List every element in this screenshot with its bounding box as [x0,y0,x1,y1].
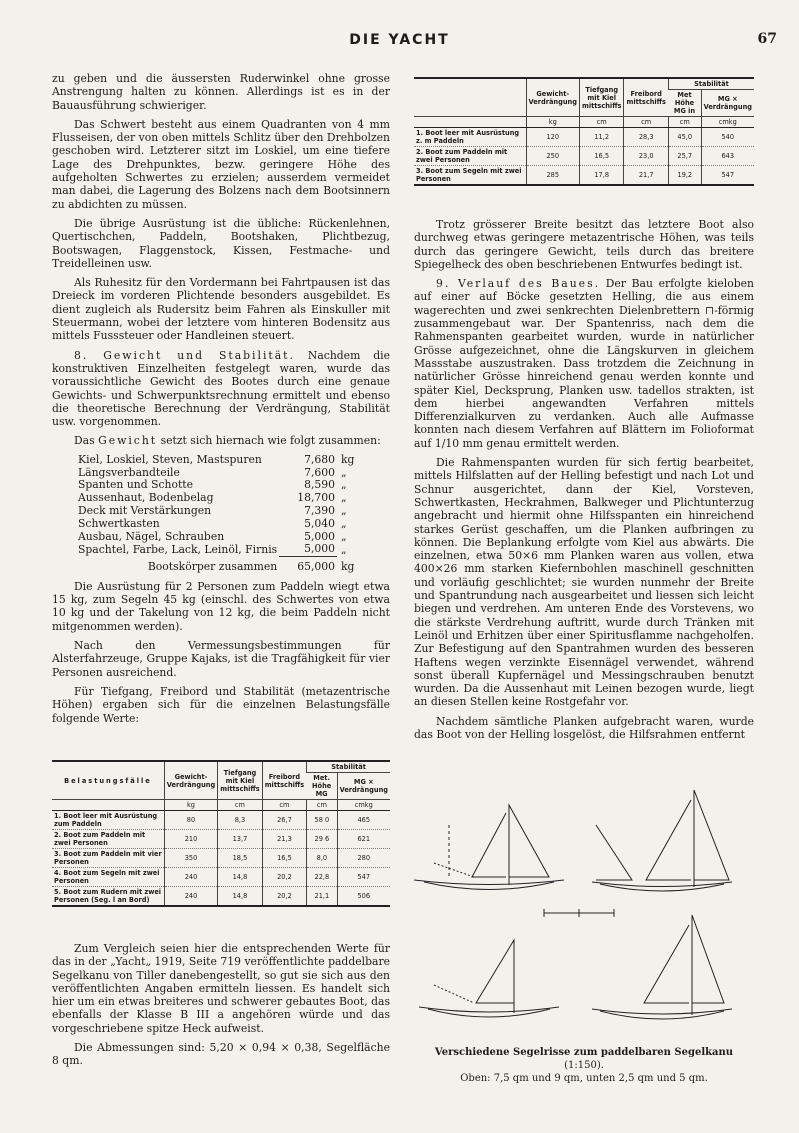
cell-frei: 20,2 [262,868,306,887]
cell-tief: 14,8 [218,868,262,887]
sail-plan-2-5 [419,940,559,1017]
weight-row [76,518,356,531]
unit-cell: kg [526,117,579,128]
col-header-mgv: MG × Verdrängung [337,773,390,800]
left-column-bottom [52,942,390,1074]
col-header-mgv: MG × Verdrängung [701,90,754,117]
paragraph-text: Nachdem die konstruktiven Einzelheiten festgelegt waren, wurde das voraussichtliche Gewicht des Bootes durch eine genaue Gewichts- und Schwerpunktsrechnung ermittelt und ebenso die theoretische Berechnung der Verdrängung, Stabilität usw. vorgenommen. [52,348,390,429]
figure-caption [414,1046,754,1085]
weight-total-row [76,557,356,574]
weight-row [76,543,356,556]
weight-unit: „ [341,529,347,543]
page-header [0,32,799,50]
weight-item: Schwertkasten [78,516,160,530]
cell-verdr: 210 [164,830,217,849]
paragraph: Nachdem sämtliche Planken aufgebracht waren, wurde das Boot von der Helling losgelöst, die Hilfsrahmen entfernt [414,714,754,741]
weight-total-unit: kg [341,559,355,573]
cell-mgv: 465 [337,811,390,830]
cell-mgv: 621 [337,830,390,849]
col-header-tief: Tiefgang mit Kiel mittschiffs [218,761,262,800]
sail-plan-figure [414,785,754,1085]
cell-frei: 21,3 [262,830,306,849]
col-header-stab: Stabilität [307,761,390,773]
cell-met: 29 6 [307,830,337,849]
unit-cell: cm [579,117,623,128]
unit-cell: cm [218,800,262,811]
weight-row [76,492,356,505]
caption-title-line [414,1046,754,1072]
col-header-case: Belastungsfälle [52,761,164,800]
unit-cell: cm [624,117,668,128]
weight-unit: kg [341,452,355,466]
weight-row [76,505,356,518]
weight-total-label: Bootskörper zusammen [147,559,278,573]
col-header-met: Met Höhe MG in [668,90,701,117]
paragraph: Das Schwert besteht aus einem Quadranten von 4 mm Flusseisen, der von oben mittels Schlitz über den Drehbolzen geschoben wird. Letzterer sitzt im Loskiel, um eine tiefere Lage des Drehpunktes, bezw. geringere Höhe des aufgeholten Schwertes zu erzielen; ausserdem vermeidet man dabei, die Lagerung des Bolzens nach dem Bootsinnern zu abdichten zu müssen. [52,117,390,211]
right-column [414,218,754,747]
cell-verdr: 285 [526,166,579,186]
stability-table-right [414,77,754,186]
paragraph: Als Ruhesitz für den Vordermann bei Fahrtpausen ist das Dreieck im vorderen Plichtende besonders ausgebildet. Es dient zugleich als Rudersitz beim Fahren als Einskuller mit Steuermann, wobei der letztere vom hinteren Bodensitz aus mittels Fusssteuer oder Handleinen steuert. [52,276,390,343]
cell-case: 1. Boot leer mit Ausrüstung zum Paddeln [52,811,164,830]
caption-scale: (1:150). [564,1060,604,1071]
page-number: 67 [757,31,777,47]
weight-value: 5,040 [304,516,335,530]
unit-cell [52,800,164,811]
sail-plan-drawings [414,785,754,1045]
paragraph: Die Ausrüstung für 2 Personen zum Paddeln wiegt etwa 15 kg, zum Segeln 45 kg (einschl. des Schwertes von etwa 10 kg und der Takelung von 12 kg, die beim Paddeln nicht mitgenommen werden). [52,579,390,633]
emphasis: Gewicht [98,434,158,448]
weight-value: 7,600 [304,465,335,479]
unit-cell: cm [262,800,306,811]
weight-value: 8,590 [304,478,335,492]
weight-unit: „ [341,503,347,517]
weight-unit: „ [341,491,347,505]
weight-item: Längsverbandteile [78,465,180,479]
cell-verdr: 240 [164,868,217,887]
cell-case: 3. Boot zum Segeln mit zwei Personen [414,166,526,186]
table-row [414,128,754,147]
weight-value: 7,390 [304,503,335,517]
cell-frei: 23,0 [624,147,668,166]
sail-plan-9 [592,790,732,891]
sail-plan-5 [592,915,732,1019]
cell-case: 3. Boot zum Paddeln mit vier Personen [52,849,164,868]
weight-item: Ausbau, Nägel, Schrauben [78,529,225,543]
paragraph: Trotz grösserer Breite besitzt das letztere Boot also durchweg etwas geringere metazentrische Höhen, was teils durch das geringere Gewicht, teils durch das breitere Spiegelheck des oben beschriebenen Entwurfes bedingt ist. [414,218,754,271]
text-fragment: setzt sich hiernach wie folgt zusammen: [157,434,381,448]
cell-frei: 16,5 [262,849,306,868]
weight-value: 18,700 [297,491,335,505]
paragraph: Zum Vergleich seien hier die entsprechenden Werte für das in der „Yacht„ 1919, Seite 719 veröffentlichte paddelbare Segelkanu von Tiller danebengestellt, so gut sie sich aus den veröffentlichten Angaben ermitteln liessen. Es handelt sich hier um ein etwas breiteres und schwerer gebautes Boot, das ebenfalls der Klasse B III a angehören würde und das vorgeschriebene spitze Heck aufweist. [52,942,390,1035]
cell-verdr: 250 [526,147,579,166]
cell-mgv: 280 [337,849,390,868]
cell-case: 4. Boot zum Segeln mit zwei Personen [52,868,164,887]
sail-plan-7-5 [414,805,564,890]
weight-value: 5,000 [304,542,335,556]
table-row [52,830,390,849]
left-column [52,72,390,731]
cell-case: 5. Boot zum Rudern mit zwei Personen (Seg. l an Bord) [52,887,164,907]
weight-unit: „ [341,516,347,530]
section-paragraph [52,349,390,429]
cell-tief: 8,3 [218,811,262,830]
weight-unit: „ [341,542,347,556]
unit-cell: cm [668,117,701,128]
text-fragment: Das [74,434,99,448]
weight-unit: „ [341,478,347,492]
cell-met: 25,7 [668,147,701,166]
cell-frei: 28,3 [624,128,668,147]
cell-tief: 16,5 [579,147,623,166]
col-header-met: Met. Höhe MG [307,773,337,800]
stability-table-left [52,760,390,907]
cell-tief: 13,7 [218,830,262,849]
weight-item: Spanten und Schotte [78,478,194,492]
cell-met: 21,1 [307,887,337,907]
scale-bar [544,909,614,917]
paragraph [52,434,390,447]
weight-item: Aussenhaut, Bodenbelag [78,491,214,505]
cell-tief: 18,5 [218,849,262,868]
unit-cell: kg [164,800,217,811]
table-row [52,868,390,887]
weight-item: Kiel, Loskiel, Steven, Mastspuren [78,452,262,466]
weight-row [76,454,356,467]
caption-title: Verschiedene Segelrisse zum paddelbaren Segelkanu [434,1047,734,1058]
weight-table [76,454,356,574]
cell-met: 45,0 [668,128,701,147]
table-row [414,166,754,186]
paragraph: Die Rahmenspanten wurden für sich fertig bearbeitet, mittels Hilfslatten auf der Helling befestigt und nach Lot und Schnur ausgerichtet, dann der Kiel, Vorsteven, Schwertkasten, Heckrahmen, Balkweger und Plichtunterzug angebracht und hiermit ohne Hilfsspanten ein hinreichend starkes Gerüst geschaffen, um die Planken aufbringen zu können. Die Beplankung erfolgte vom Kiel aus abwärts. Die einzelnen, etwa 50×6 mm Planken waren aus vollen, etwa 400×26 mm starken Kiefernbohlen maschinell geschnitten und vorläufig geschlichtet; sie wurden nunmehr der Breite und Spantrundung nach ausgearbeitet und liessen sich leicht biegen und verdrehen. Am unteren Ende des Vorstevens, wo die stärkste Verdrehung auftritt, wurde durch Tränken mit Leinöl und Erhitzen über einer Spiritusflamme nachgeholfen. Zur Befestigung auf den Spantrahmen wurden des besseren Haftens wegen verzinkte Eisennägel verwendet, während sonst überall Kupfernägel und Messingschrauben benutzt wurden. Da die Aussenhaut mit Leinen bezogen wurde, liegt an diesen Stellen keine Rostgefahr vor. [414,456,754,709]
cell-case: 2. Boot zum Paddeln mit zwei Personen [52,830,164,849]
cell-mgv: 540 [701,128,754,147]
weight-value: 7,680 [304,452,335,466]
weight-value: 5,000 [304,529,335,543]
section-paragraph [414,277,754,450]
cell-frei: 20,2 [262,887,306,907]
weight-unit: „ [341,465,347,479]
cell-frei: 21,7 [624,166,668,186]
data-table [414,77,754,186]
cell-met: 58 0 [307,811,337,830]
cell-met: 8,0 [307,849,337,868]
col-header-tief: Tiefgang mit Kiel mittschiffs [579,78,623,117]
unit-cell [414,117,526,128]
cell-frei: 26,7 [262,811,306,830]
cell-verdr: 120 [526,128,579,147]
section-heading: 9. Verlauf des Baues. [436,277,601,291]
paragraph: Die übrige Ausrüstung ist die übliche: Rückenlehnen, Quertischchen, Paddeln, Bootshaken, Plichtbezug, Bootswagen, Flaggenstock, Kissen, Festmache- und Treidelleinen usw. [52,216,390,270]
cell-case: 1. Boot leer mit Ausrüstung z. m Paddeln [414,128,526,147]
cell-verdr: 240 [164,887,217,907]
col-header-verdr: Gewicht-Verdrängung [526,78,579,117]
section-heading: 8. Gewicht und Stabilität. [74,348,295,362]
cell-tief: 14,8 [218,887,262,907]
paragraph: Nach den Vermessungsbestimmungen für Alsterfahrzeuge, Gruppe Kajaks, ist die Tragfähigkeit für vier Personen ausreichend. [52,639,390,679]
cell-verdr: 80 [164,811,217,830]
cell-mgv: 506 [337,887,390,907]
cell-verdr: 350 [164,849,217,868]
unit-cell: cm [307,800,337,811]
weight-item: Deck mit Verstärkungen [78,503,212,517]
col-header-case [414,78,526,117]
cell-met: 22,8 [307,868,337,887]
page-title: DIE YACHT [349,32,450,48]
cell-mgv: 547 [701,166,754,186]
cell-met: 19,2 [668,166,701,186]
unit-cell: cmkg [337,800,390,811]
table-row [52,811,390,830]
col-header-frei: Freibord mittschiffs [624,78,668,117]
cell-case: 2. Boot zum Paddeln mit zwei Personen [414,147,526,166]
cell-mgv: 547 [337,868,390,887]
cell-mgv: 643 [701,147,754,166]
table-row [52,887,390,907]
col-header-stab: Stabilität [668,78,754,90]
data-table [52,760,390,907]
paragraph: Die Abmessungen sind: 5,20 × 0,94 × 0,38, Segelfläche 8 qm. [52,1041,390,1068]
col-header-frei: Freibord mittschiffs [262,761,306,800]
paragraph: Für Tiefgang, Freibord und Stabilität (metazentrische Höhen) ergaben sich für die einzelnen Belastungsfälle folgende Werte: [52,684,390,725]
weight-item: Spachtel, Farbe, Lack, Leinöl, Firnis [78,542,278,556]
table-row [52,849,390,868]
col-header-verdr: Gewicht-Verdrängung [164,761,217,800]
paragraph-text: Der Bau erfolgte kieloben auf einer auf Böcke gesetzten Helling, die aus einem wagerechten und zwei senkrechten Dielenbrettern ⊓-förmig zusammengebaut war. Der Spantenriss, nach dem die Rahmenspanten gearbeitet wurden, wurde in natürlicher Grösse aufgezeichnet, ohne die Längskurven in gleichem Massstabe auszustraken. Dass trotzdem die Zeichnung in natürlicher Grösse hinreichend genau werden konnte und später Kiel, Decksprung, Planken usw. tadellos strakten, ist dem hierbei angewandten Verfahren mittels Differenzialkurven zu verdanken. Auch alle Aufmasse konnten nach diesem Verfahren auf Blättern im Folioformat auf 1/10 mm genau ermittelt werden. [414,277,754,450]
cell-tief: 11,2 [579,128,623,147]
caption-subtitle: Oben: 7,5 qm und 9 qm, unten 2,5 qm und 5 qm. [460,1073,708,1084]
weight-total-value: 65,000 [279,557,337,574]
unit-cell: cmkg [701,117,754,128]
paragraph: zu geben und die äussersten Ruderwinkel ohne grosse Anstrengung halten zu können. Allerdings ist es in der Bauausführung schwieriger. [52,72,390,112]
cell-tief: 17,8 [579,166,623,186]
table-row [414,147,754,166]
